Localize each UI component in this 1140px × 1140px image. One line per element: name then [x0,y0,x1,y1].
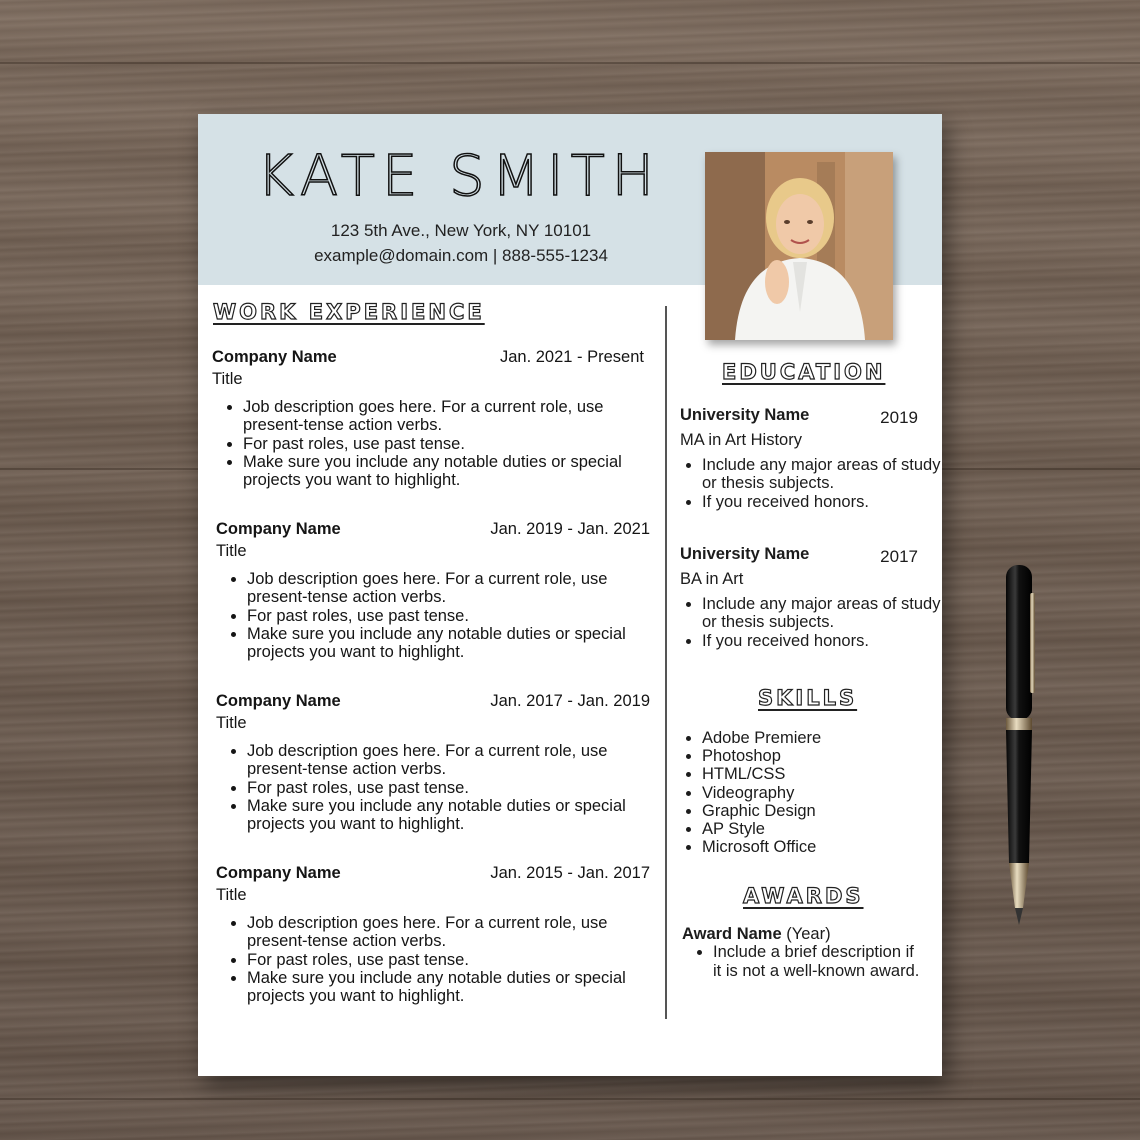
education-degree: BA in Art [680,570,744,588]
education-bullet: • Include any major areas of study or thesis subjects. [702,456,946,493]
award-name: Award Name [682,925,782,943]
job-company: Company Name [212,348,337,366]
job-bullet: • For past roles, use past tense. [247,951,647,969]
job-bullet: • Make sure you include any notable duties or special projects you want to highlight. [243,453,643,490]
candidate-name: KATE SMITH [257,144,661,209]
job-title: Title [212,370,243,388]
education-bullet: • If you received honors. [702,632,946,650]
job-company: Company Name [216,520,341,538]
education-bullet: • If you received honors. [702,493,946,511]
column-divider [665,306,667,1019]
education-year: 2019 [880,408,918,427]
skills-heading: SKILLS [758,686,858,710]
skill-item: • Videography [702,784,821,802]
job-bullets [212,398,643,489]
job-bullet: • Job description goes here. For a current role, use present-tense action verbs. [247,742,647,779]
job-title: Title [216,542,247,560]
skill-item: • Adobe Premiere [702,729,821,747]
job-bullets [216,570,647,661]
education-year: 2017 [880,547,918,566]
award-bullets [682,943,922,980]
job-bullets [216,742,647,833]
education-bullets [680,595,946,650]
education-bullet: • Include any major areas of study or thesis subjects. [702,595,946,632]
job-dates: Jan. 2021 - Present [499,348,644,366]
pen-icon [996,563,1046,933]
desk-board-seam [0,1098,1140,1100]
skill-item: • Graphic Design [702,802,821,820]
education-university: University Name [680,545,810,563]
skill-item: • Microsoft Office [702,838,821,856]
education-degree: MA in Art History [680,431,802,449]
job-title: Title [216,714,247,732]
job-title: Title [216,886,247,904]
work-experience-heading: WORK EXPERIENCE [213,300,485,324]
skills-list [680,729,821,856]
job-bullet: • Make sure you include any notable duties or special projects you want to highlight. [247,797,647,834]
job-dates: Jan. 2017 - Jan. 2019 [490,692,650,710]
job-bullet: • Job description goes here. For a current role, use present-tense action verbs. [243,398,643,435]
skill-item: • Photoshop [702,747,821,765]
award-entry [682,925,922,980]
job-company: Company Name [216,692,341,710]
job-bullet: • Make sure you include any notable duties or special projects you want to highlight. [247,969,647,1006]
education-university: University Name [680,406,810,424]
awards-heading: AWARDS [743,884,864,908]
contact-line: example@domain.com | 888-555-1234 [314,246,608,265]
resume-sheet [198,114,942,1076]
profile-photo [705,152,893,340]
award-bullet: • Include a brief description if it is not a well-known award. [713,943,922,980]
job-company: Company Name [216,864,341,882]
profile-photo-illustration [705,152,893,340]
job-dates: Jan. 2019 - Jan. 2021 [490,520,650,538]
desk-board-seam [0,62,1140,64]
job-dates: Jan. 2015 - Jan. 2017 [490,864,650,882]
award-header [682,925,922,943]
job-bullet: • Job description goes here. For a current role, use present-tense action verbs. [247,570,647,607]
job-bullets [216,914,647,1005]
skill-item: • AP Style [702,820,821,838]
address-line: 123 5th Ave., New York, NY 10101 [330,221,592,240]
job-bullet: • For past roles, use past tense. [247,607,647,625]
award-year: (Year) [786,925,831,943]
education-bullets [680,456,946,511]
job-bullet: • Job description goes here. For a current role, use present-tense action verbs. [247,914,647,951]
job-bullet: • For past roles, use past tense. [243,435,643,453]
education-heading: EDUCATION [722,360,886,384]
job-bullet: • Make sure you include any notable duties or special projects you want to highlight. [247,625,647,662]
job-bullet: • For past roles, use past tense. [247,779,647,797]
skill-item: • HTML/CSS [702,765,821,783]
